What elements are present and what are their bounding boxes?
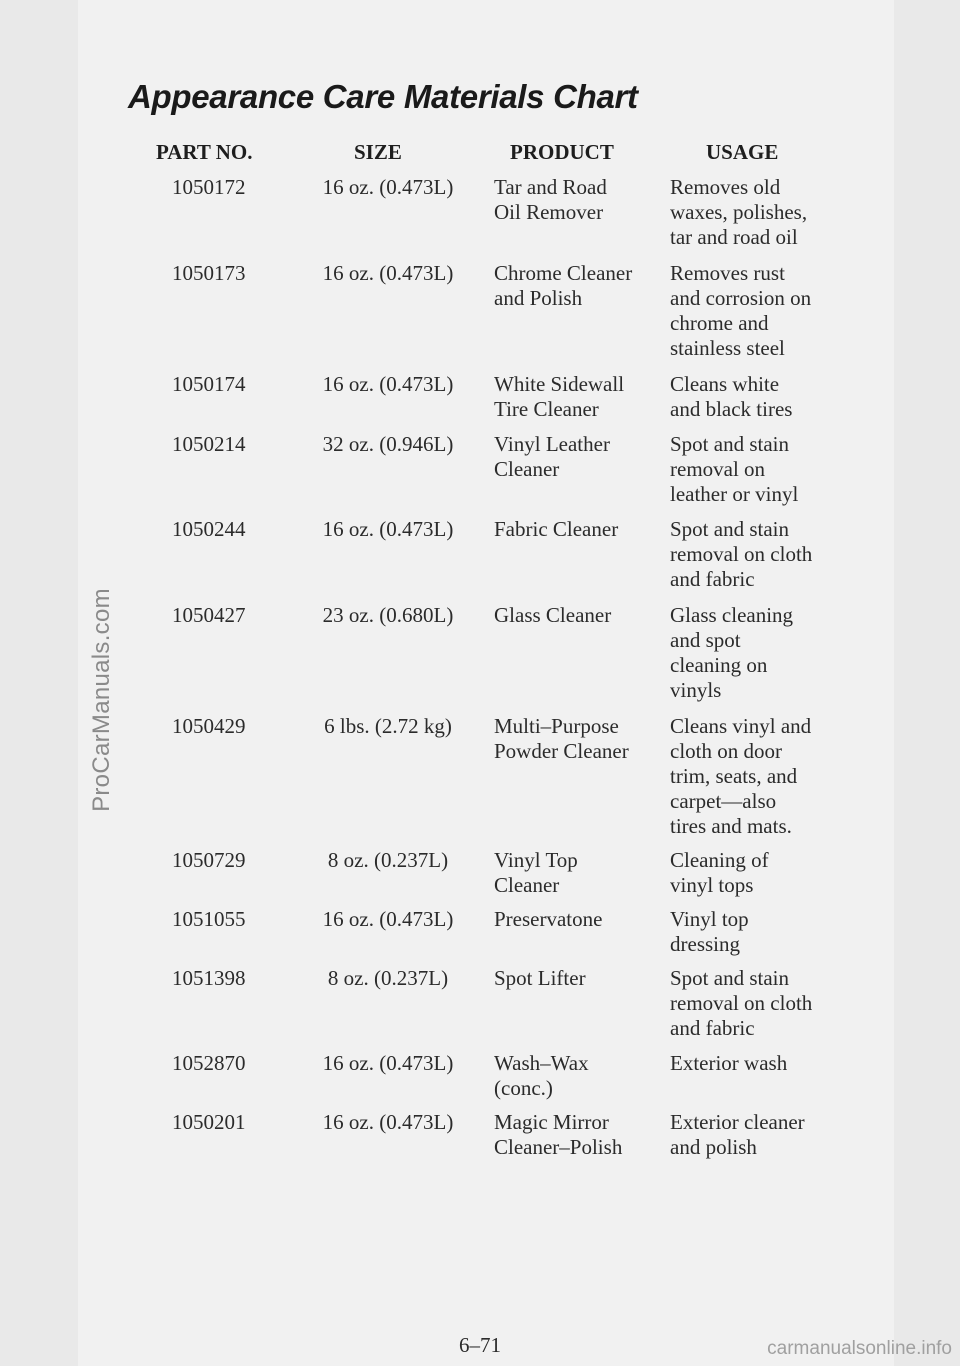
cell-usage: Cleans white and black tires [670,372,793,421]
cell-part: 1051398 [172,966,246,990]
cell-product: Tar and Road Oil Remover [494,175,607,224]
cell-part: 1050172 [172,175,246,199]
cell-usage: Cleans vinyl and cloth on door trim, seats, and carpet—also tires and mats. [670,714,812,838]
cell-product: Chrome Cleaner and Polish [494,261,633,310]
cell-usage: Removes old waxes, polishes, tar and road oil [670,175,808,249]
cell-part: 1052870 [172,1051,246,1075]
cell-product: Vinyl Leather Cleaner [494,432,610,481]
table-header [0,140,960,168]
cell-product: Preservatone [494,907,603,931]
cell-product: Wash–Wax (conc.) [494,1051,589,1100]
cell-size: 16 oz. (0.473L) [322,261,454,285]
cell-usage: Spot and stain removal on cloth and fabric [670,966,813,1040]
column-header-part-no: PART NO. [156,140,253,164]
column-header-product: PRODUCT [510,140,614,164]
column-header-usage: USAGE [706,140,779,164]
cell-part: 1050729 [172,848,246,872]
cell-usage: Spot and stain removal on leather or vinyl [670,432,799,506]
cell-part: 1050429 [172,714,246,738]
cell-usage: Removes rust and corrosion on chrome and stainless steel [670,261,812,360]
cell-product: Magic Mirror Cleaner–Polish [494,1110,623,1159]
cell-size: 16 oz. (0.473L) [322,1110,454,1134]
cell-part: 1050174 [172,372,246,396]
cell-usage: Exterior cleaner and polish [670,1110,805,1159]
cell-product: Vinyl Top Cleaner [494,848,578,897]
cell-size: 8 oz. (0.237L) [327,848,449,872]
page-title: Appearance Care Materials Chart [128,78,638,115]
column-header-size: SIZE [354,140,402,164]
cell-part: 1051055 [172,907,246,931]
cell-usage: Cleaning of vinyl tops [670,848,769,897]
cell-size: 23 oz. (0.680L) [322,603,454,627]
cell-product: Multi–Purpose Powder Cleaner [494,714,629,763]
cell-part: 1050214 [172,432,246,456]
cell-size: 6 lbs. (2.72 kg) [324,714,452,738]
footer-watermark: carmanualsonline.info [767,1338,952,1359]
cell-size: 32 oz. (0.946L) [322,432,454,456]
cell-product: Glass Cleaner [494,603,612,627]
cell-part: 1050427 [172,603,246,627]
cell-part: 1050244 [172,517,246,541]
cell-product: White Sidewall Tire Cleaner [494,372,625,421]
cell-size: 16 oz. (0.473L) [322,1051,454,1075]
page-number: 6–71 [459,1333,501,1357]
cell-part: 1050201 [172,1110,246,1134]
cell-product: Fabric Cleaner [494,517,619,541]
cell-usage: Exterior wash [670,1051,788,1075]
cell-usage: Vinyl top dressing [670,907,749,956]
cell-size: 16 oz. (0.473L) [322,517,454,541]
cell-size: 16 oz. (0.473L) [322,907,454,931]
cell-usage: Glass cleaning and spot cleaning on vinyls [670,603,794,702]
cell-size: 16 oz. (0.473L) [322,175,454,199]
cell-product: Spot Lifter [494,966,586,990]
cell-usage: Spot and stain removal on cloth and fabric [670,517,813,591]
side-watermark: ProCarManuals.com [88,588,115,812]
cell-size: 16 oz. (0.473L) [322,372,454,396]
cell-part: 1050173 [172,261,246,285]
cell-size: 8 oz. (0.237L) [327,966,449,990]
